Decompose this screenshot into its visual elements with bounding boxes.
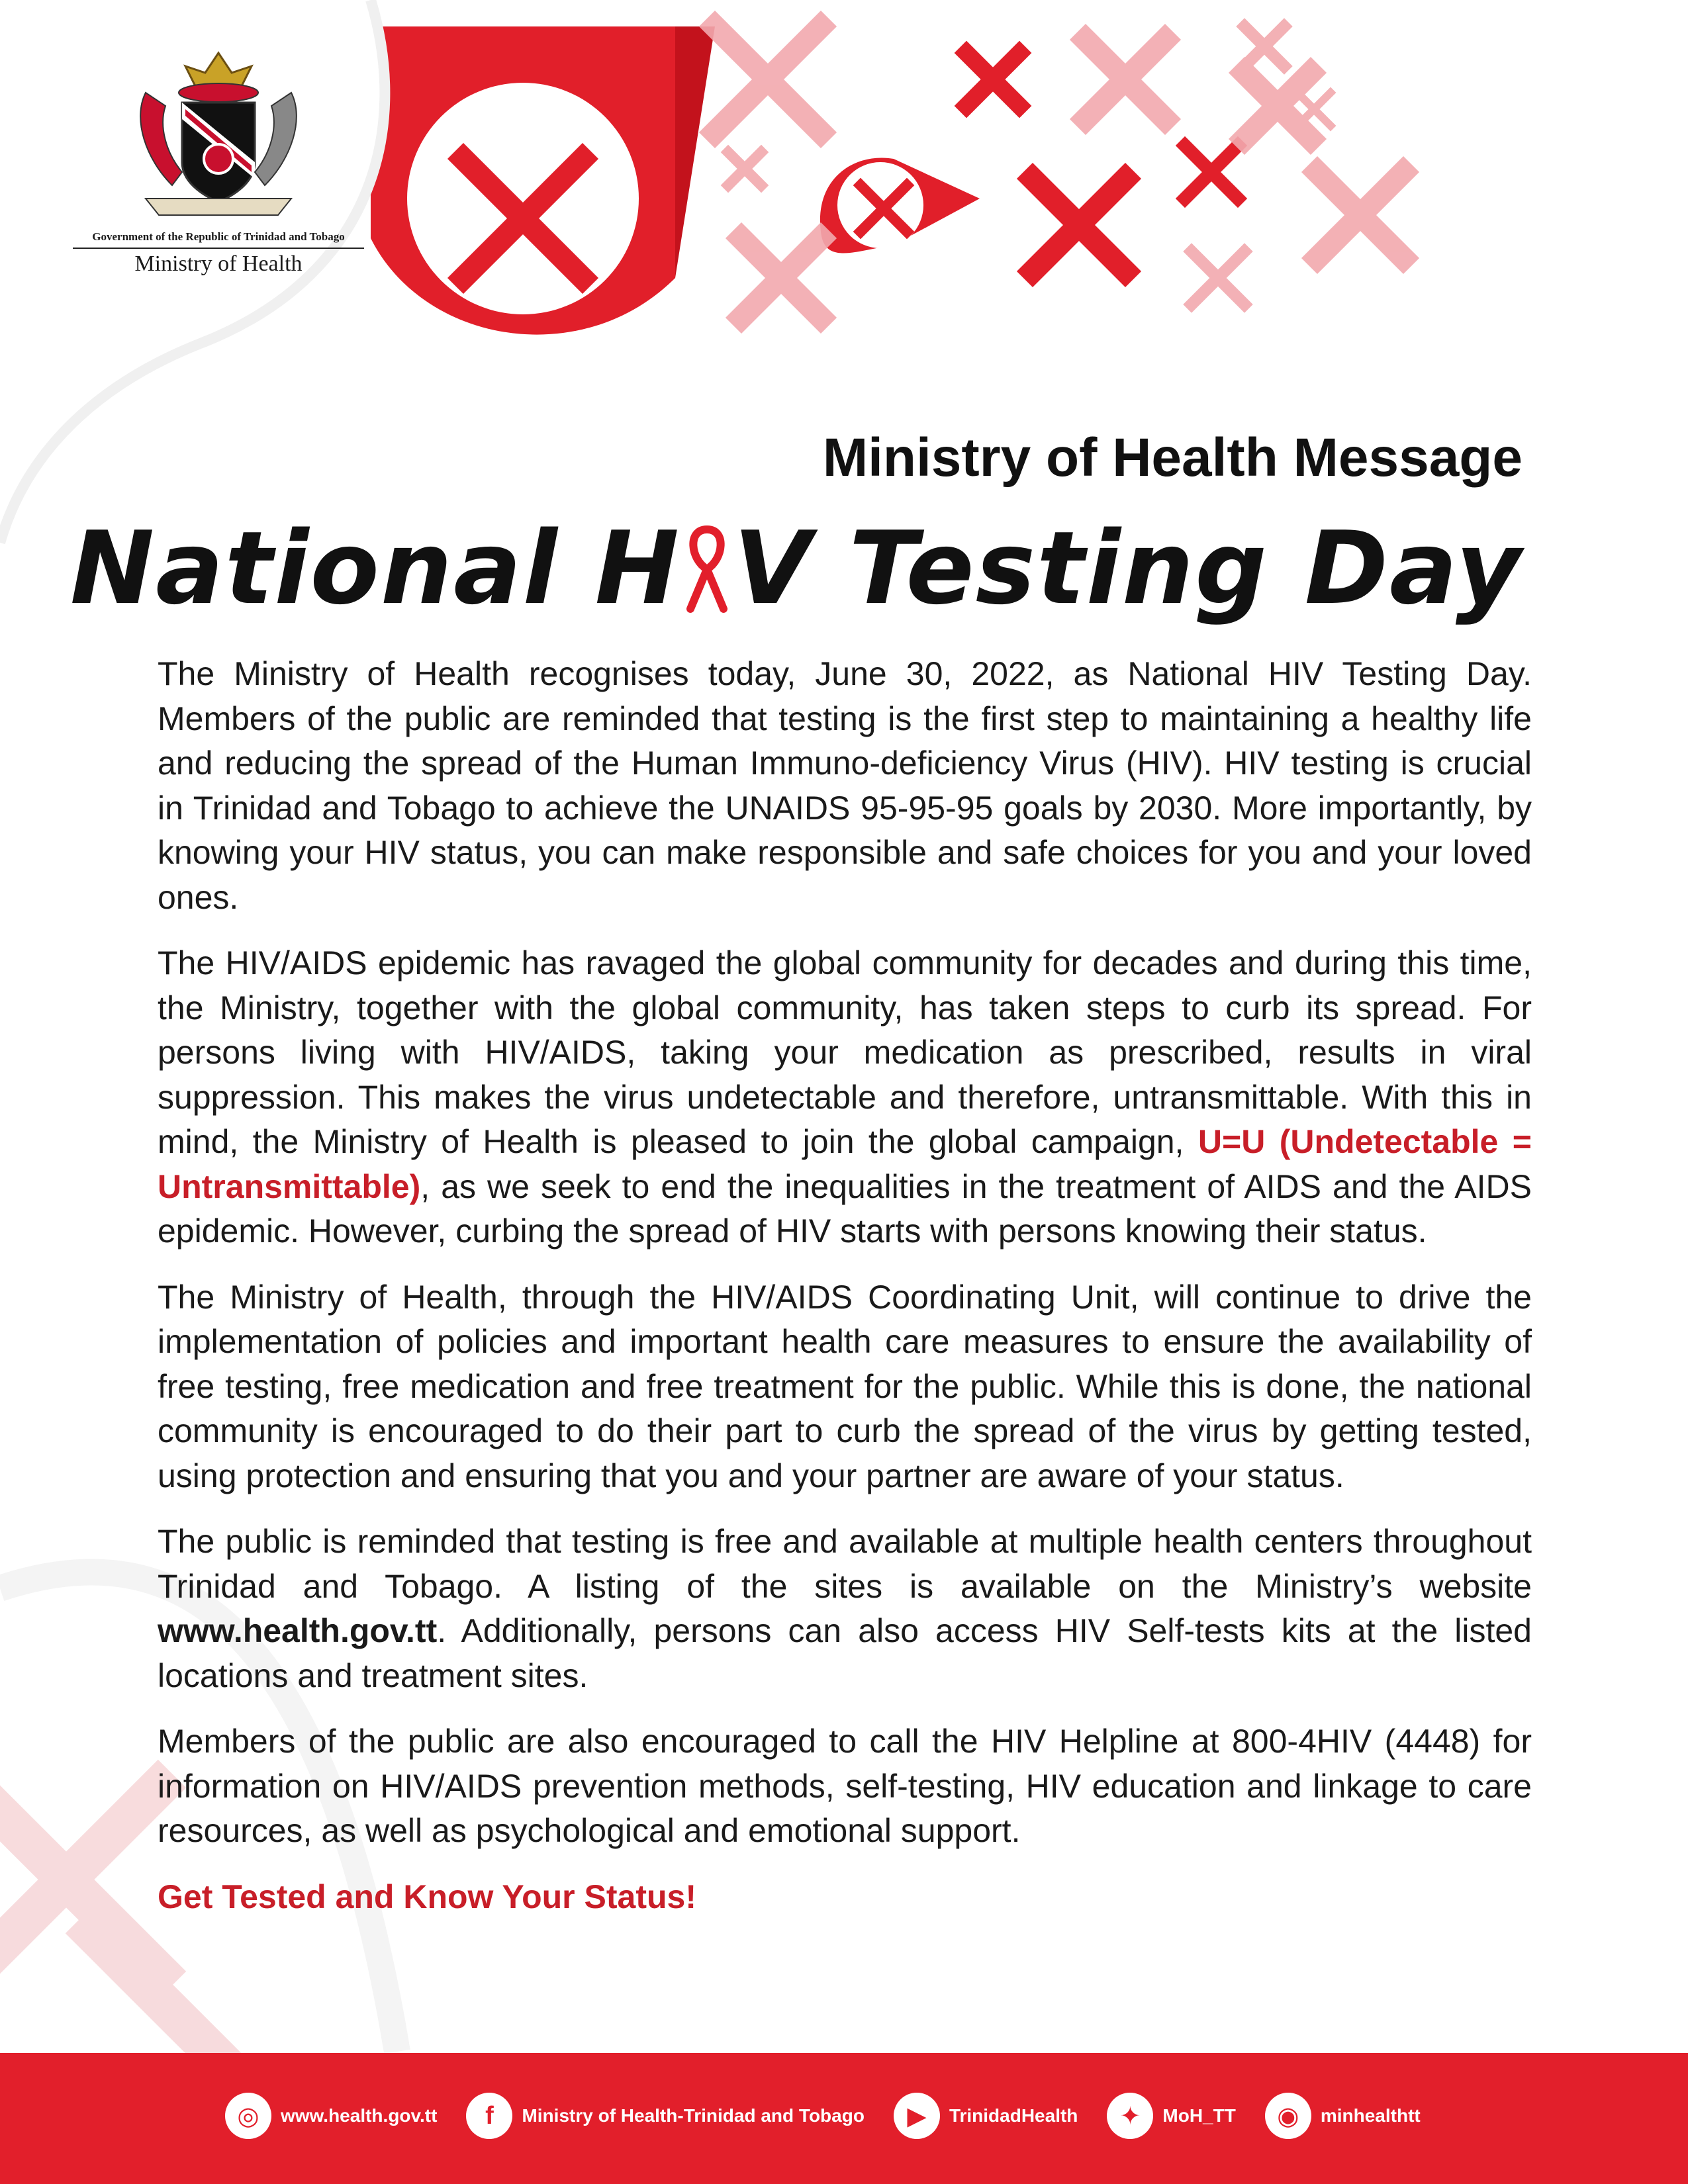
footer-website[interactable]: ◎ www.health.gov.tt xyxy=(225,2093,437,2139)
instagram-icon: ◉ xyxy=(1265,2093,1311,2139)
message-body xyxy=(158,652,1532,1940)
paragraph-5: Members of the public are also encouraged to call the HIV Helpline at 800-4HIV (4448) for information on HIV/AIDS prevention methods, self-testing, HIV education and linkage to care resources, as well as psychological and emotional support. xyxy=(158,1723,1532,1849)
footer-instagram[interactable]: ◉ minhealthtt xyxy=(1265,2093,1421,2139)
call-to-action: Get Tested and Know Your Status! xyxy=(158,1878,696,1915)
government-name: Government of the Republic of Trinidad and Tobago xyxy=(73,230,364,249)
ministry-name: Ministry of Health xyxy=(134,251,303,276)
message-title: Ministry of Health Message xyxy=(822,428,1523,488)
website-link[interactable]: www.health.gov.tt xyxy=(158,1612,438,1649)
title-part-2: V Testing Day xyxy=(733,510,1523,627)
footer-twitter[interactable]: ✦ MoH_TT xyxy=(1107,2093,1235,2139)
red-ribbon-icon xyxy=(680,523,733,615)
coat-of-arms xyxy=(73,40,364,277)
paragraph-3: The Ministry of Health, through the HIV/AIDS Coordinating Unit, will continue to drive the implementation of policies and important health care measures to ensure the availability of free testing, free medication and free treatment for the public. While this is done, the national community is encouraged to do their part to curb the spread of the virus by getting tested, using protection and ensuring that you and your partner are aware of your status. xyxy=(158,1278,1532,1494)
footer-facebook[interactable]: f Ministry of Health-Trinidad and Tobago xyxy=(466,2093,864,2139)
uu-campaign-highlight: U=U (Undetectable = Untransmittable) xyxy=(158,1123,1532,1205)
paragraph-4: The public is reminded that testing is free and available at multiple health centers throughout Trinidad and Tobago. A listing of the sites is available on the Ministry’s website www.health.gov.tt. Additionally, persons can also access HIV Self-tests kits at the listed locations and treatment sites. xyxy=(158,1523,1532,1694)
footer-youtube[interactable]: ▶ TrinidadHealth xyxy=(894,2093,1078,2139)
youtube-icon: ▶ xyxy=(894,2093,940,2139)
footer-bar xyxy=(0,2053,1688,2184)
paragraph-1: The Ministry of Health recognises today, June 30, 2022, as National HIV Testing Day. Members of the public are reminded that testing is the first step to maintaining a healthy life and reducing the spread of the Human Immuno-deficiency Virus (HIV). HIV testing is crucial in Trinidad and Tobago to achieve the UNAIDS 95-95-95 goals by 2030. More importantly, by knowing your HIV status, you can make responsible and safe choices for you and your loved ones. xyxy=(158,655,1532,916)
coat-of-arms-emblem xyxy=(119,40,318,225)
facebook-icon: f xyxy=(466,2093,512,2139)
title-part-1: National H xyxy=(70,510,680,627)
twitter-icon: ✦ xyxy=(1107,2093,1153,2139)
page-title xyxy=(70,510,1523,627)
paragraph-2: The HIV/AIDS epidemic has ravaged the global community for decades and during this time, the Ministry, together with the global community, has taken steps to curb its spread. For persons living with HIV/AIDS, taking your medication as prescribed, results in viral suppression. This makes the virus undetectable and therefore, untransmittable. With this in mind, the Ministry of Health is pleased to join the global campaign, U=U (Undetectable = Untransmittable), as we seek to end the inequalities in the treatment of AIDS and the AIDS epidemic. However, curbing the spread of HIV starts with persons knowing their status. xyxy=(158,944,1532,1250)
globe-icon: ◎ xyxy=(225,2093,271,2139)
